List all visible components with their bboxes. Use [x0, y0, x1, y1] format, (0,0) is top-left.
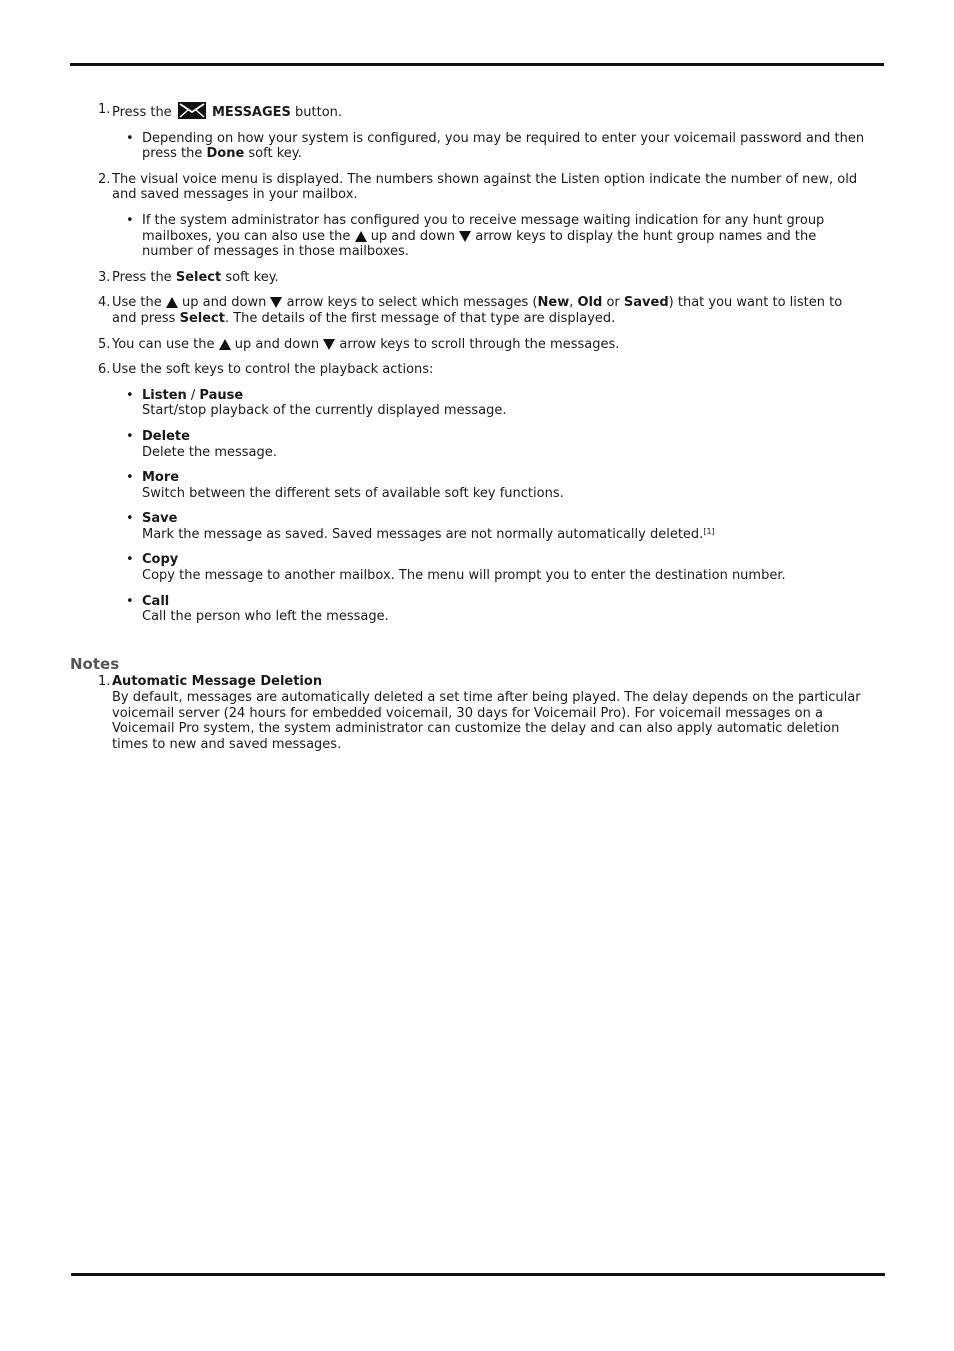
step-3: 3. Press the Select soft key. [98, 269, 279, 285]
action-delete: • Delete Delete the message. [112, 429, 870, 460]
messages-label: MESSAGES [211, 105, 291, 120]
list-item: • Depending on how your system is configured, you may be required to enter your voicemail password and then press the Done soft key. [112, 131, 870, 162]
down-arrow-icon [459, 231, 471, 242]
step-number: 6. [98, 362, 111, 378]
note-number: 1. [98, 674, 111, 690]
step-5: 5. You can use the up and down arrow keys to scroll through the messages. [98, 336, 620, 352]
up-arrow-icon [219, 339, 231, 350]
down-arrow-icon [323, 339, 335, 350]
step-number: 3. [98, 269, 111, 285]
envelope-icon [178, 102, 206, 119]
step-4: 4. Use the up and down arrow keys to select which messages (New, Old or Saved) that you want to listen to and press Select. The details of the first message of that type are displayed. [98, 295, 843, 326]
step-1-notes [112, 131, 870, 162]
step-number: 2. [98, 171, 111, 187]
down-arrow-icon [270, 297, 282, 308]
up-arrow-icon [166, 297, 178, 308]
notes-heading: Notes [70, 654, 120, 673]
action-save: • Save Mark the message as saved. Saved messages are not normally automatically deleted.[1] [112, 511, 870, 542]
document-body [70, 102, 870, 752]
action-call: • Call Call the person who left the message. [112, 594, 870, 625]
action-listen-pause: • Listen / Pause Start/stop playback of the currently displayed message. [112, 388, 870, 419]
list-item: • If the system administrator has configured you to receive message waiting indication for any hunt group mailboxes, you can also use the up and down arrow keys to display the hunt group names and the number of messages in those mailboxes. [112, 213, 870, 260]
action-copy: • Copy Copy the message to another mailbox. The menu will prompt you to enter the destination number. [112, 552, 870, 583]
step-6: 6. Use the soft keys to control the playback actions: • Listen / Pause Start/stop playback of the currently displayed message. • Delete Delete the message. • More Switch between the different sets of available soft key functions. • Save Mark the message as saved. Saved messages are not normally automatically deleted.[1] • Copy Copy the message to another mailbox. The menu will prompt you to enter the destination number. • Call Call the person who left the message. [70, 362, 870, 625]
step-number: 4. [98, 295, 111, 311]
header-rule [70, 63, 884, 66]
note-title: Automatic Message Deletion [112, 674, 323, 690]
notes-list [70, 674, 870, 752]
step-number: 1. [98, 102, 111, 117]
playback-actions [112, 388, 870, 625]
step-number: 5. [98, 336, 111, 352]
footnote-ref[interactable]: [1] [703, 526, 715, 536]
procedure-steps [70, 102, 870, 625]
up-arrow-icon [355, 231, 367, 242]
step-2: 2. The visual voice menu is displayed. The numbers shown against the Listen option indicate the number of new, old and saved messages in your mailbox. • If the system administrator has configured you to receive message waiting indication for any hunt group mailboxes, you can also use the up and down arrow keys to display the hunt group names and the number of messages in those mailboxes. [70, 172, 870, 260]
step-2-notes [112, 213, 870, 260]
note-item [70, 674, 870, 752]
note-text: By default, messages are automatically deleted a set time after being played. The delay depends on the particular voicemail server (24 hours for embedded voicemail, 30 days for Voicemail Pro). For voicemail messages on a Voicemail Pro system, the system administrator can customize the delay and can also apply automatic deletion times to new and saved messages. [112, 690, 861, 752]
footer-rule [71, 1273, 885, 1276]
action-more: • More Switch between the different sets of available soft key functions. [112, 470, 870, 501]
step-1: 1. Press the MESSAGES button. • Depending on how your system is configured, you may be required to enter your voicemail password and then press the Done soft key. [70, 102, 870, 162]
